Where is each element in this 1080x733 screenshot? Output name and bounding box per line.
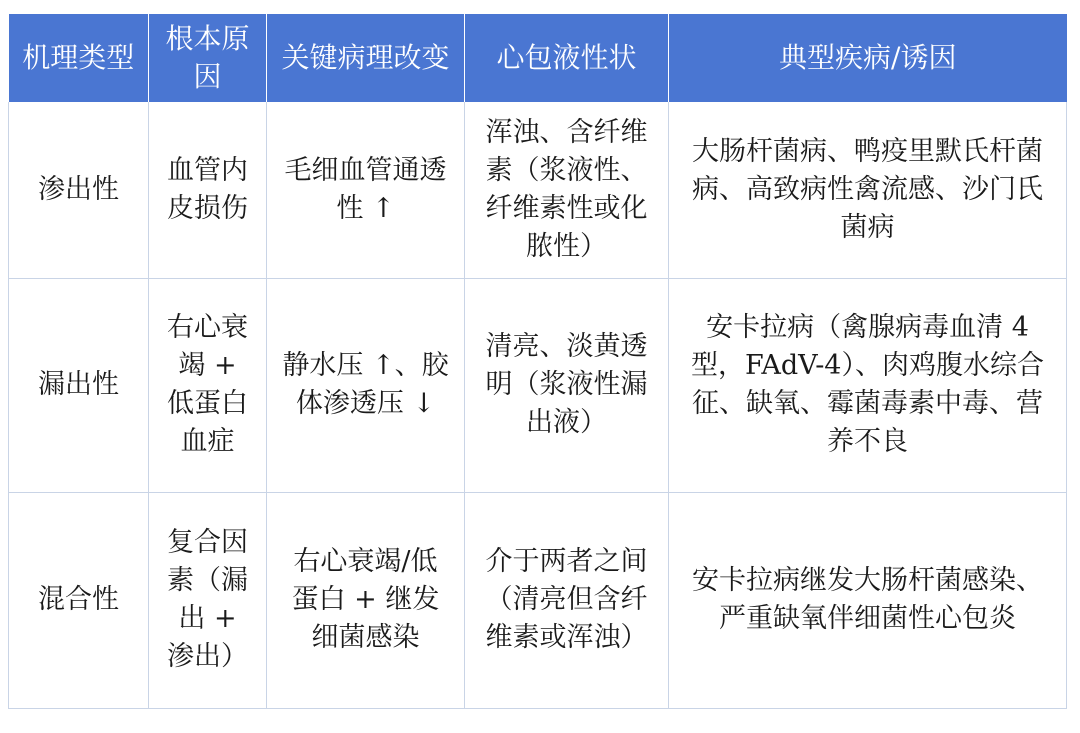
cell-root-cause: 复合因素（漏出 + 渗出） — [149, 492, 267, 708]
mechanism-table-container — [8, 14, 1066, 709]
header-root-cause: 根本原因 — [149, 14, 267, 102]
table-row — [9, 102, 1067, 278]
cell-fluid-character: 介于两者之间（清亮但含纤维素或浑浊） — [465, 492, 669, 708]
cell-key-pathology: 右心衰竭/低蛋白 + 继发细菌感染 — [267, 492, 465, 708]
cell-mechanism-type: 混合性 — [9, 492, 149, 708]
cell-typical-disease: 大肠杆菌病、鸭疫里默氏杆菌病、高致病性禽流感、沙门氏菌病 — [669, 102, 1067, 278]
cell-fluid-character: 浑浊、含纤维素（浆液性、纤维素性或化脓性） — [465, 102, 669, 278]
cell-typical-disease: 安卡拉病（禽腺病毒血清 4 型，FAdV-4）、肉鸡腹水综合征、缺氧、霉菌毒素中毒、营养不良 — [669, 278, 1067, 492]
cell-fluid-character: 清亮、淡黄透明（浆液性漏出液） — [465, 278, 669, 492]
header-typical-disease: 典型疾病/诱因 — [669, 14, 1067, 102]
header-fluid-character: 心包液性状 — [465, 14, 669, 102]
table-header-row — [9, 14, 1067, 102]
header-key-pathology: 关键病理改变 — [267, 14, 465, 102]
cell-mechanism-type: 渗出性 — [9, 102, 149, 278]
table-row — [9, 278, 1067, 492]
cell-typical-disease: 安卡拉病继发大肠杆菌感染、严重缺氧伴细菌性心包炎 — [669, 492, 1067, 708]
cell-root-cause: 右心衰竭 + 低蛋白血症 — [149, 278, 267, 492]
pericardial-effusion-mechanism-table — [8, 14, 1067, 709]
cell-root-cause: 血管内皮损伤 — [149, 102, 267, 278]
cell-mechanism-type: 漏出性 — [9, 278, 149, 492]
table-row — [9, 492, 1067, 708]
cell-key-pathology: 毛细血管通透性 ↑ — [267, 102, 465, 278]
header-mechanism-type: 机理类型 — [9, 14, 149, 102]
cell-key-pathology: 静水压 ↑、胶体渗透压 ↓ — [267, 278, 465, 492]
